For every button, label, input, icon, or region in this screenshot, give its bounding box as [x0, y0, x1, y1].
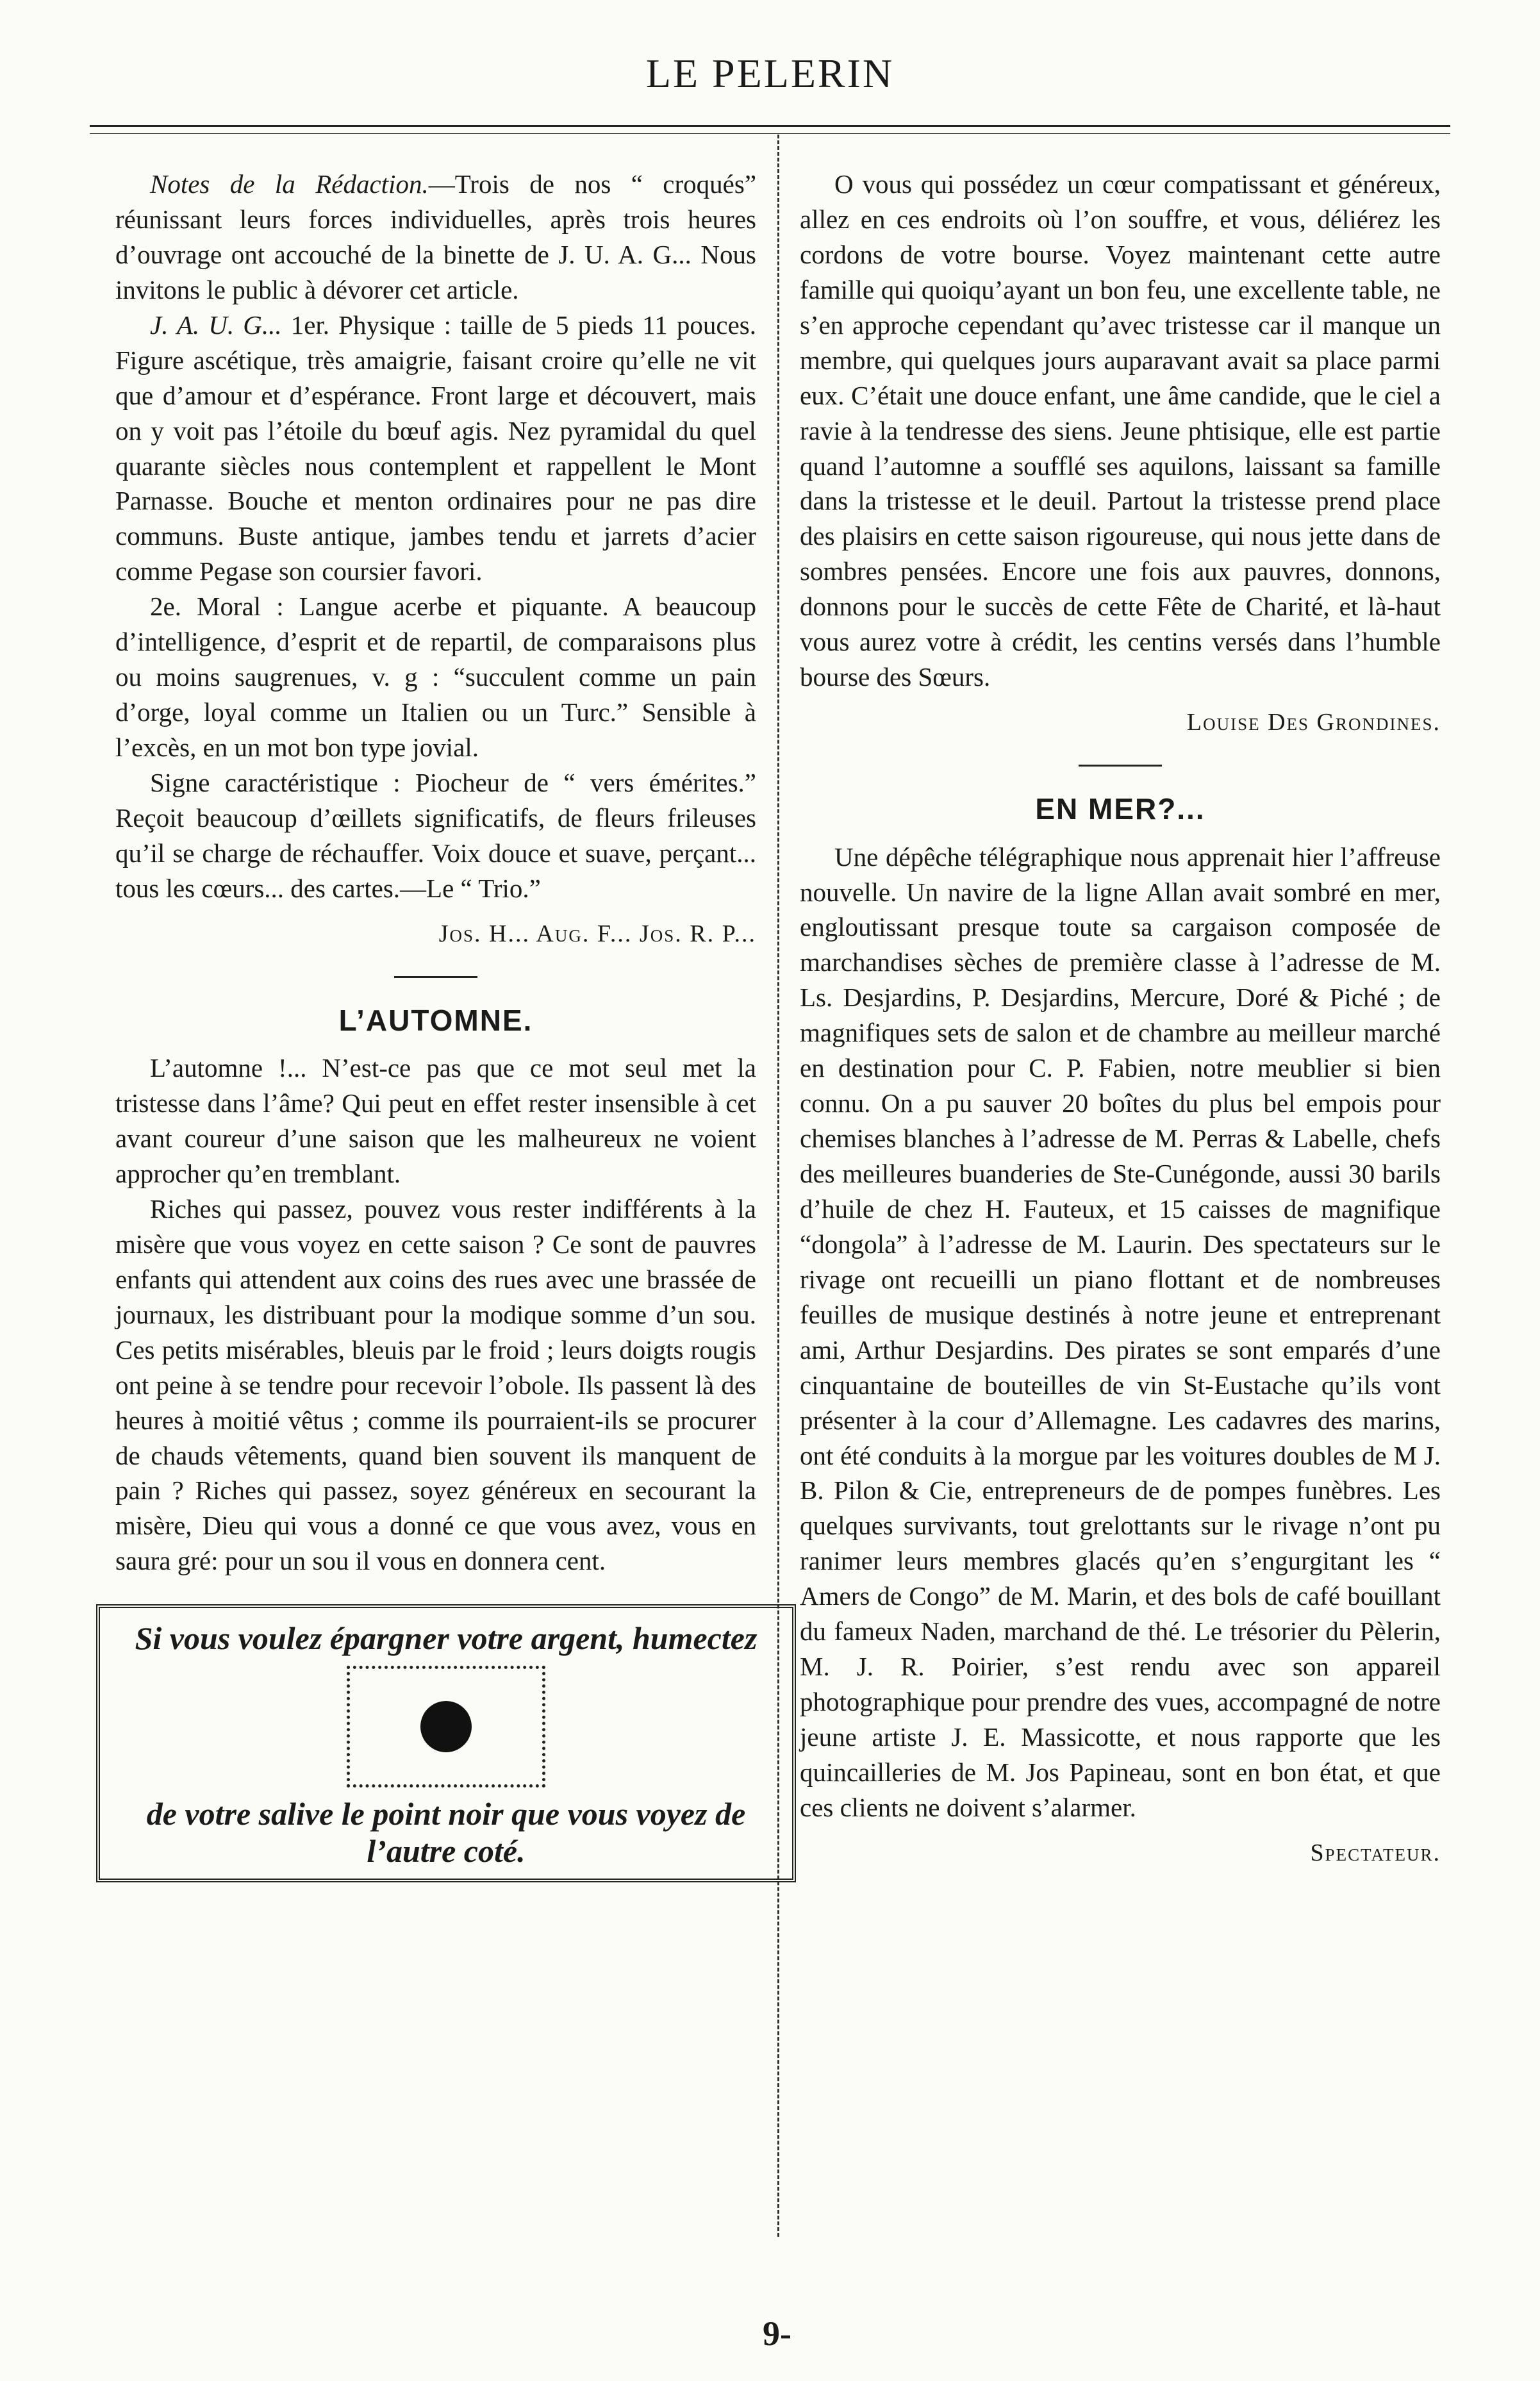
autumn-paragraph-2: Riches qui passez, pouvez vous rester indifférents à la misère que vous voyez en cette saison ? Ce sont de pauvres enfants qui attendent aux coins des rues avec une brassée de journaux, les distribuant pour la modique somme d’un sou. Ces petits misérables, bleuis par le froid ; leurs doigts rougis ont peine à se tendre pour recevoir l’obole. Ils passent là des heures à moitié vêtus ; comme ils pourraient-ils se procurer de chauds vêtements, quand bien souvent ils manquent de pain ? Riches qui passez, soyez généreux en secourant la misère, Dieu qui vous a donné ce que vous avez, vous en saura gré: pour un sou il vous en donnera cent. — [115, 1193, 756, 1576]
advert-line-1: Si vous voulez épargner votre argent, humectez — [135, 1620, 758, 1657]
spectateur-signature: Spectateur. — [1310, 1839, 1441, 1866]
page-number: 9- — [763, 2314, 791, 2353]
left-column — [115, 167, 756, 1882]
column-divider — [777, 135, 779, 2237]
notes-body: —Trois de nos “ croqués” réunissant leurs forces individuelles, après trois heures d’ouvrage ont accouché de la binette de J. U. A. G... Nous invitons le public à dévorer cet article. — [115, 169, 757, 304]
notes-paragraph — [115, 167, 756, 308]
header-rule-thick — [90, 125, 1450, 127]
mer-paragraph: Une dépêche télégraphique nous apprenait hier l’affreuse nouvelle. Un navire de la ligne Allan avait sombré en mer, engloutissant presque toute sa cargaison composée de marchandises sèches de première classe à l’adresse de M. Ls. Desjardins, P. Desjardins, Mercure, Doré & Piché ; de magnifiques sets de salon et de chambre au meilleur marché en destination pour C. P. Fabien, notre meublier si bien connu. On a pu sauver 20 boîtes du plus bel empois pour chemises blanches à l’adresse de M. Perras & Labelle, chefs des meilleures buanderies de Ste-Cunégonde, aussi 30 barils d’huile de chez H. Fauteux, et 15 caisses de magnifique “dongola” à l’adresse de M. Laurin. Des spectateurs sur le rivage ont recueilli un piano flottant et de nombreuses feuilles de musique destinés à notre jeune et entreprenant ami, Arthur Desjardins. Des pirates se sont emparés d’une cinquantaine de bouteilles de vin St-Eustache qu’ils vont présenter à la cour d’Allemagne. Les cadavres des marins, ont été conduits à la morgue par les voitures doubles de M J. B. Pilon & Cie, entrepreneurs de de pompes funèbres. Les quelques survivants, tout grelottants sur le rivage n’ont pu ranimer leurs membres glacés qu’en s’engurgitant les “ Amers de Congo” de M. Marin, et des bols de café bouillant du fameux Naden, marchand de thé. Le trésorier du Pèlerin, M. J. R. Poirier, s’est rendu avec son appareil photographique pour prendre des vues, accompagné de notre jeune artiste J. E. Massicotte, et nous rapporte que les quincailleries de M. Jos Papineau, sont en bon état, et que ces clients ne doivent s’alarmer. — [800, 842, 1441, 1822]
notes-lead: Notes de la Rédaction. — [150, 169, 429, 199]
page-header-title: LE PELERIN — [645, 51, 895, 96]
mer-title: EN MER?... — [1035, 792, 1205, 825]
section-rule-2 — [1079, 765, 1162, 767]
signe-paragraph: Signe caractéristique : Piocheur de “ vers émérites.” Reçoit beaucoup d’œillets significatifs, de fleurs frileuses qu’il se charge de réchauffer. Voix douce et suave, perçant... tous les cœurs... des cartes.—Le “ Trio.” — [115, 767, 756, 903]
header-rule-thin — [90, 133, 1450, 134]
trio-signature: Jos. H... Aug. F... Jos. R. P... — [438, 920, 756, 947]
moral-paragraph: 2e. Moral : Langue acerbe et piquante. A beaucoup d’intelligence, d’esprit et de repartil, de comparaisons plus ou moins saugrenues, v. g : “succulent comme un pain d’orge, loyal comme un Italien ou un Turc.” Sensible à l’excès, en un mot bon type jovial. — [115, 592, 756, 762]
black-dot-icon — [420, 1701, 472, 1752]
autumn-paragraph-1: L’automne !... N’est-ce pas que ce mot seul met la tristesse dans l’âme? Qui peut en effet rester insensible à cet avant coureur d’une saison que les malheureux ne voient approcher qu’en tremblant. — [115, 1053, 756, 1189]
right-column — [800, 167, 1441, 1870]
autumn-paragraph-3: O vous qui possédez un cœur compatissant et généreux, allez en ces endroits où l’on souffre, et vous, déliérez les cordons de votre bourse. Voyez maintenant cette autre famille qui quoiqu’ayant un bon feu, une excellente table, ne s’en approche cependant qu’avec tristesse car il manque un membre, qui quelques jours auparavant avait sa place parmi eux. C’était une douce enfant, une âme candide, que le ciel a ravie à la tendresse des siens. Jeune phtisique, elle est partie quand l’automne a soufflé ses aquilons, laissant sa famille dans la tristesse et le deuil. Partout la tristesse prend place des plaisirs en cette saison rigoureuse, qui nous jette dans de sombres pensées. Encore une fois aux pauvres, donnons, donnons pour le succès de cette Fête de Charité, et là-haut vous aurez votre à crédit, les centins versés dans l’humble bourse des Sœurs. — [800, 169, 1441, 692]
section-rule — [394, 976, 477, 978]
physique-body: 1er. Physique : taille de 5 pieds 11 pouces. Figure ascétique, très amaigrie, faisant croire qu’elle ne vit que d’amour et d’espérance. Front large et découvert, mais on y voit pas l’étoile du bœuf agis. Nez pyramidal du quel quarante siècles nous contemplent et rappellent le Mont Parnasse. Bouche et menton ordinaires pour ne pas dire communs. Buste antique, jambes tendu et jarrets d’acier comme Pegase son coursier favori. — [115, 310, 756, 586]
louise-signature: Louise Des Grondines. — [1186, 709, 1441, 736]
advert-dot-frame — [347, 1666, 545, 1788]
advert-line-2: de votre salive le point noir que vous voyez de l’autre coté. — [146, 1796, 746, 1870]
autumn-title: L’AUTOMNE. — [338, 1003, 533, 1037]
physique-lead: J. A. U. G... — [150, 310, 282, 340]
advert-box — [96, 1604, 796, 1882]
physique-paragraph — [115, 308, 756, 590]
